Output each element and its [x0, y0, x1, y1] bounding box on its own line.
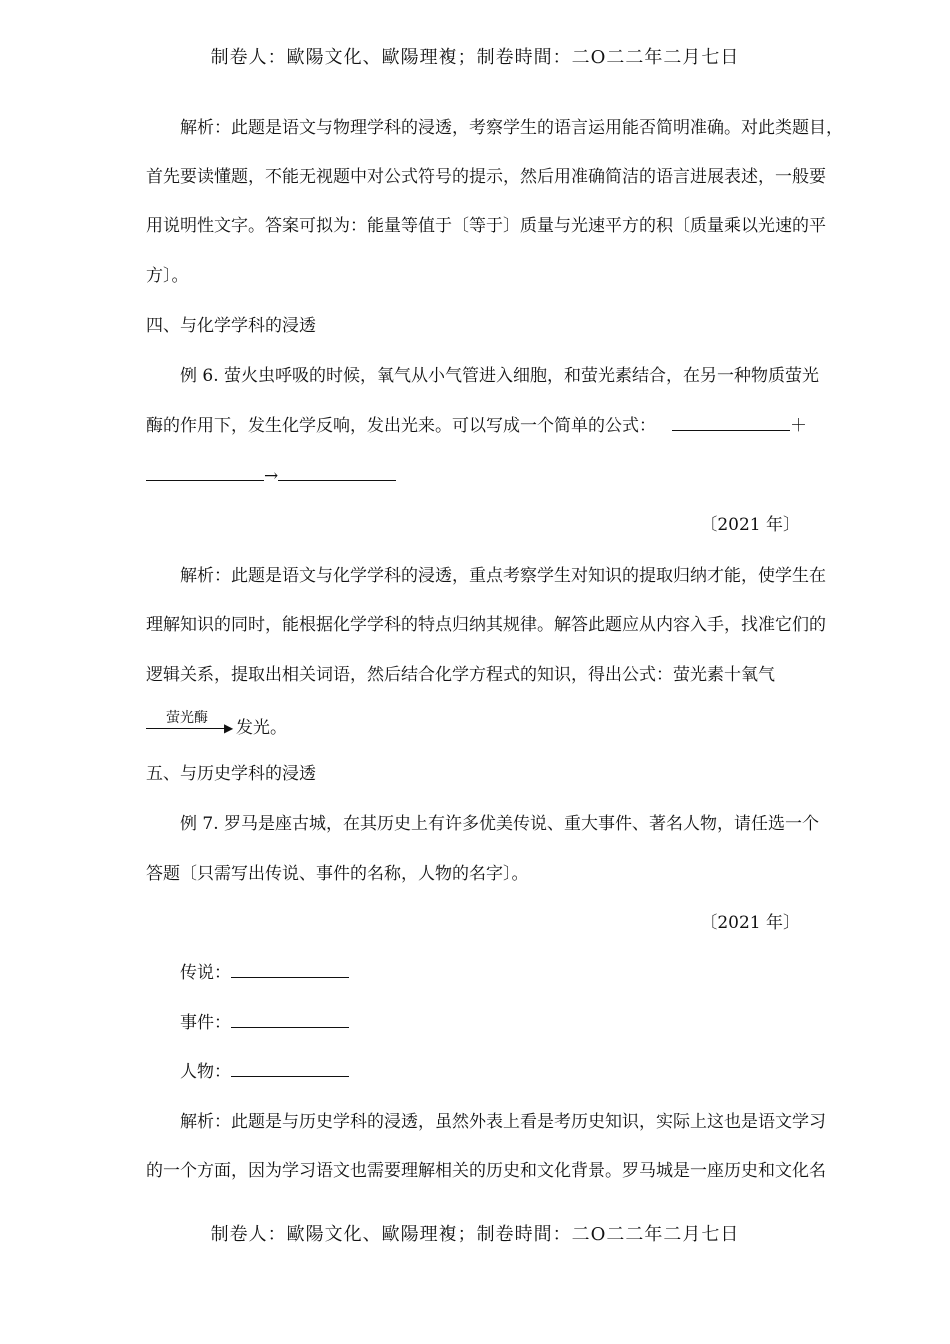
person-blank[interactable] [231, 1062, 349, 1077]
legend-blank[interactable] [231, 963, 349, 978]
arrow-shaft [146, 728, 228, 729]
example-6-line-2: 酶的作用下，发生化学反响，发出光来。可以写成一个简单的公式： [146, 416, 656, 436]
section-5-title: 五、与历史学科的浸透 [146, 764, 316, 784]
history-analysis-line-1: 解析：此题是与历史学科的浸透，虽然外表上看是考历史知识，实际上这也是语文学习 [180, 1112, 826, 1132]
formula-blank-1[interactable] [672, 416, 807, 436]
event-blank[interactable] [231, 1013, 349, 1028]
plus-sign: ＋ [790, 416, 807, 436]
chem-analysis-line-1: 解析：此题是语文与化学学科的浸透，重点考察学生对知识的提取归纳才能，使学生在 [180, 566, 826, 586]
formula-line-2 [146, 466, 396, 486]
physics-analysis-line-1: 解析：此题是语文与物理学科的浸透，考察学生的语言运用能否简明准确。对此类题目， [180, 118, 843, 138]
physics-analysis-line-2: 首先要读懂题，不能无视题中对公式符号的提示，然后用准确简洁的语言进展表述，一般要 [146, 167, 826, 187]
example-7-year: 〔2021 年〕 [700, 913, 800, 933]
formula-blank-2[interactable] [146, 466, 264, 481]
example-7-line-1: 例 7. 罗马是座古城，在其历史上有许多优美传说、重大事件、著名人物，请任选一个 [180, 814, 820, 834]
event-label: 事件： [180, 1013, 231, 1033]
physics-analysis-line-4: 方〕。 [146, 266, 189, 286]
catalyst-label: 萤光酶 [166, 710, 208, 726]
arrow-head-icon: ▶ [224, 721, 234, 735]
page-header: 制卷人：歐陽文化、歐陽理複；制卷時間：二O二二年二月七日 [210, 47, 740, 68]
blank-line [672, 416, 790, 431]
chem-analysis-line-3: 逻辑关系，提取出相关词语，然后结合化学方程式的知识，得出公式：萤光素十氧气 [146, 665, 775, 685]
example-6-year: 〔2021 年〕 [700, 515, 800, 535]
section-4-title: 四、与化学学科的浸透 [146, 316, 316, 336]
arrow-sign: → [264, 466, 279, 486]
history-analysis-line-2: 的一个方面，因为学习语文也需要理解相关的历史和文化背景。罗马城是一座历史和文化名 [146, 1161, 826, 1181]
person-label: 人物： [180, 1062, 231, 1082]
person-answer-row [180, 1062, 349, 1082]
chem-result: 发光。 [236, 718, 287, 738]
legend-label: 传说： [180, 963, 231, 983]
reaction-arrow [146, 710, 236, 740]
chem-analysis-line-2: 理解知识的同时，能根据化学学科的特点归纳其规律。解答此题应从内容入手，找准它们的 [146, 615, 826, 635]
example-6-line-1: 例 6. 萤火虫呼吸的时候，氧气从小气管进入细胞，和萤光素结合，在另一种物质萤光 [180, 366, 820, 386]
example-7-line-2: 答题〔只需写出传说、事件的名称，人物的名字〕。 [146, 864, 529, 884]
formula-blank-3[interactable] [278, 466, 396, 481]
event-answer-row [180, 1013, 349, 1033]
page-footer: 制卷人：歐陽文化、歐陽理複；制卷時間：二O二二年二月七日 [210, 1224, 740, 1245]
legend-answer-row [180, 963, 349, 983]
physics-analysis-line-3: 用说明性文字。答案可拟为：能量等值于〔等于〕质量与光速平方的积〔质量乘以光速的平 [146, 216, 826, 236]
